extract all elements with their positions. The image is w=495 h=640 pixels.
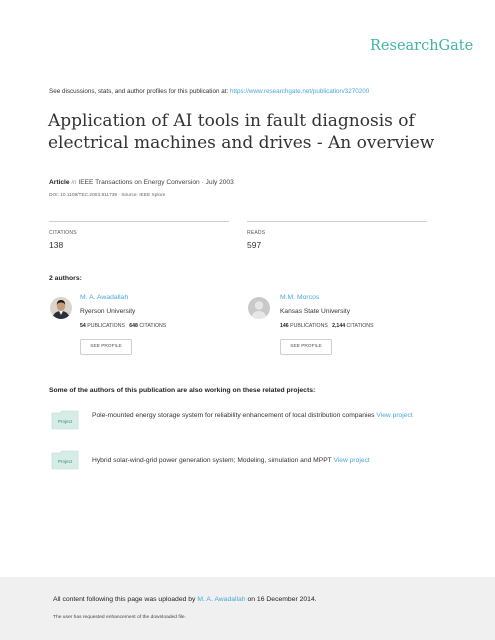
author-name-link[interactable]: M. A. Awadallah bbox=[80, 294, 129, 301]
author-citations-label: CITATIONS bbox=[139, 323, 167, 329]
project-item bbox=[92, 454, 452, 468]
project-folder-icon bbox=[51, 450, 79, 470]
project-item bbox=[92, 409, 452, 423]
divider bbox=[247, 221, 427, 222]
publication-meta bbox=[49, 179, 234, 186]
footer bbox=[0, 577, 495, 640]
authors-heading: 2 authors: bbox=[49, 275, 82, 282]
see-profile-button[interactable]: SEE PROFILE bbox=[280, 339, 332, 355]
intro-text: See discussions, stats, and author profiles for this publication at: bbox=[49, 88, 230, 95]
researchgate-logo[interactable]: ResearchGate bbox=[370, 38, 474, 54]
author-citations-count: 648 bbox=[129, 323, 138, 329]
publication-doi: DOI: 10.1109/TEC.2003.811739 · Source: IEEE Xplore bbox=[49, 193, 166, 198]
publication-title: Application of AI tools in fault diagnosis of electrical machines and drives - An overview bbox=[48, 111, 435, 153]
author-publications-label: PUBLICATIONS bbox=[87, 323, 125, 329]
upload-suffix: on 16 December 2014. bbox=[245, 596, 317, 603]
uploader-link[interactable]: M. A. Awadallah bbox=[197, 596, 246, 603]
citations-value: 138 bbox=[49, 240, 64, 250]
enhancement-note: The user has requested enhancement of the downloaded file. bbox=[53, 615, 186, 620]
default-avatar-icon bbox=[248, 297, 270, 319]
author-stats bbox=[80, 323, 166, 329]
author-institution: Ryerson University bbox=[80, 308, 136, 315]
see-profile-button[interactable]: SEE PROFILE bbox=[80, 339, 132, 355]
divider bbox=[49, 221, 229, 222]
intro-line bbox=[49, 88, 369, 95]
author-photo-avatar[interactable] bbox=[50, 297, 72, 319]
author-photo-icon bbox=[50, 297, 72, 319]
author-name-link[interactable]: M.M. Morcos bbox=[280, 294, 320, 301]
project-folder-icon bbox=[51, 410, 79, 430]
author-publications-count: 54 bbox=[80, 323, 86, 329]
view-project-link[interactable]: View project bbox=[376, 412, 413, 419]
project-badge: Project bbox=[57, 459, 73, 464]
publication-url-link[interactable]: https://www.researchgate.net/publication/3270200 bbox=[229, 88, 370, 95]
publication-type: Article bbox=[49, 179, 70, 186]
author-institution: Kansas State University bbox=[280, 308, 350, 315]
reads-label: READS bbox=[247, 230, 266, 236]
projects-heading: Some of the authors of this publication are also working on these related projects: bbox=[49, 387, 316, 394]
project-title: Hybrid solar-wind-grid power generation system; Modeling, simulation and MPPT bbox=[92, 457, 332, 464]
upload-info bbox=[53, 596, 317, 603]
publication-venue: IEEE Transactions on Energy Conversion · July 2003 bbox=[78, 179, 234, 186]
author-publications-label: PUBLICATIONS bbox=[290, 323, 328, 329]
project-badge: Project bbox=[57, 419, 73, 424]
default-avatar[interactable] bbox=[248, 297, 270, 319]
author-stats bbox=[280, 323, 373, 329]
in-label: in bbox=[71, 179, 77, 186]
author-citations-label: CITATIONS bbox=[346, 323, 374, 329]
upload-prefix: All content following this page was uploaded by bbox=[53, 596, 198, 603]
project-title: Pole-mounted energy storage system for reliability enhancement of local distribution companies bbox=[92, 412, 375, 419]
author-publications-count: 146 bbox=[280, 323, 289, 329]
view-project-link[interactable]: View project bbox=[333, 457, 370, 464]
author-citations-count: 2,144 bbox=[332, 323, 346, 329]
reads-value: 597 bbox=[247, 240, 262, 250]
citations-label: CITATIONS bbox=[49, 230, 77, 236]
